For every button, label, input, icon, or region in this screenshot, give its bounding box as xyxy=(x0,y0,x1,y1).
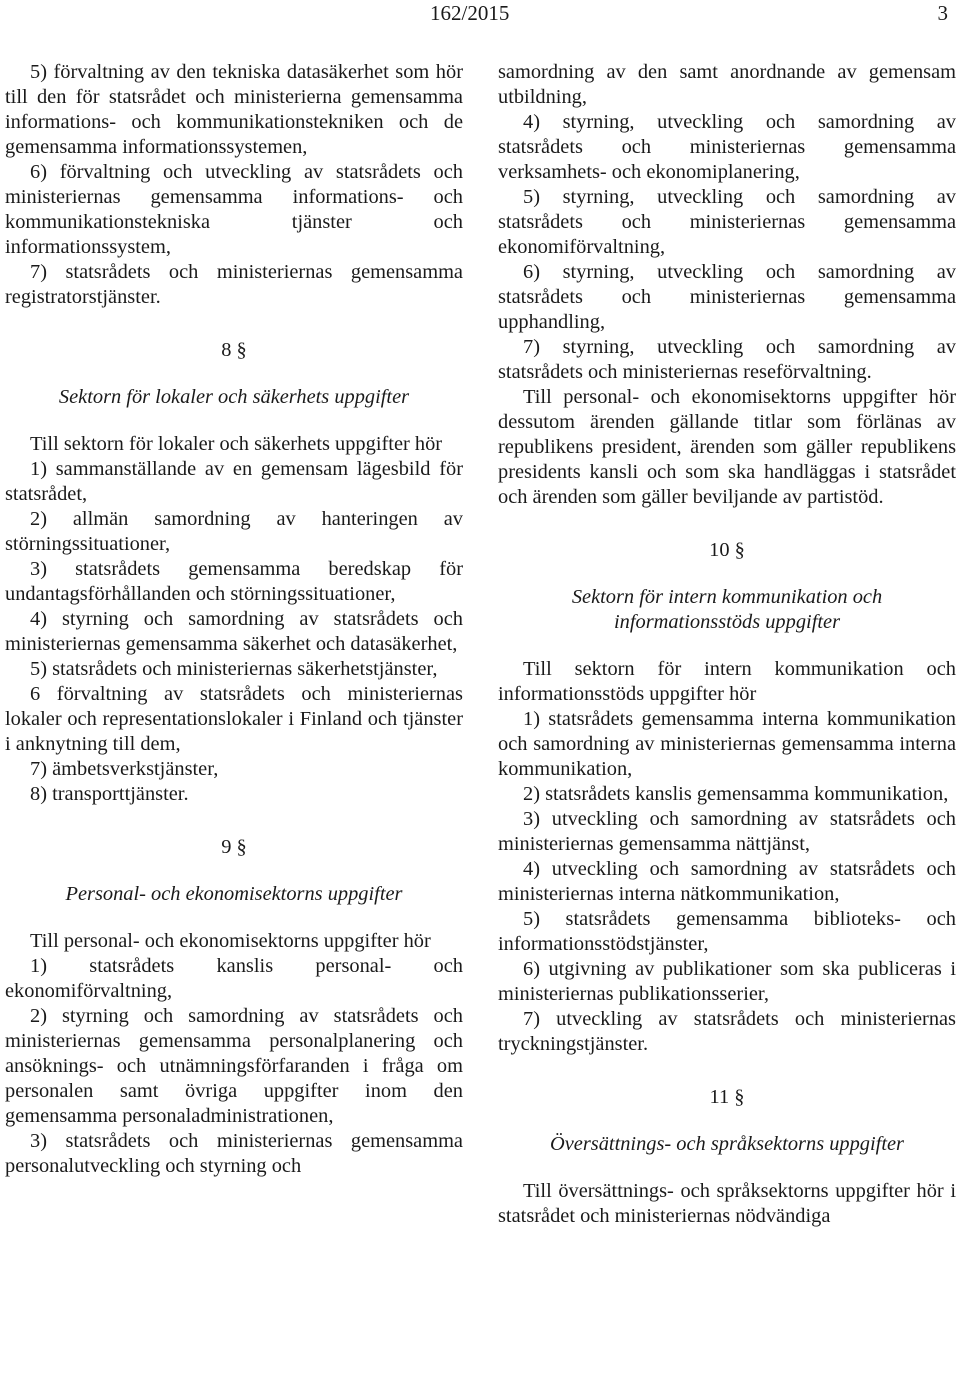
section-title-line: Sektorn för intern kommunikation och xyxy=(571,586,883,608)
right-column xyxy=(498,60,956,1229)
paragraph: 4) utveckling och samordning av statsrådets och ministeriernas interna nätkommunikation, xyxy=(498,858,956,905)
document-reference: 162/2015 xyxy=(430,1,510,25)
paragraph: 5) statsrådets och ministeriernas säkerhetstjänster, xyxy=(30,658,438,680)
paragraph: 7) utveckling av statsrådets och ministeriernas tryckningstjänster. xyxy=(498,1008,956,1055)
page-number: 3 xyxy=(937,1,948,25)
paragraph: 4) styrning, utveckling och samordning av statsrådets och ministeriernas gemensamma verksamhets- och ekonomiplanering, xyxy=(498,111,956,183)
paragraph: 6) styrning, utveckling och samordning av statsrådets och ministeriernas gemensamma upphandling, xyxy=(498,261,956,333)
section-title: Sektorn för lokaler och säkerhets uppgifter xyxy=(58,386,410,408)
paragraph: 1) statsrådets gemensamma interna kommunikation och samordning av ministeriernas gemensamma interna kommunikation, xyxy=(498,708,956,780)
paragraph: 6) utgivning av publikationer som ska publiceras i ministeriernas publikationsserier, xyxy=(498,958,956,1005)
paragraph: 3) statsrådets gemensamma beredskap för undantagsförhållanden och störningssituationer, xyxy=(5,558,463,605)
section-number: 10 § xyxy=(709,539,745,561)
paragraph: 2) statsrådets kanslis gemensamma kommunikation, xyxy=(523,783,949,805)
paragraph: Till sektorn för lokaler och säkerhets uppgifter hör xyxy=(30,433,443,455)
page-header xyxy=(0,0,960,34)
left-column xyxy=(5,60,463,1179)
section-title: Personal- och ekonomisektorns uppgifter xyxy=(65,883,403,905)
section-number: 11 § xyxy=(709,1086,745,1108)
paragraph: 7) statsrådets och ministeriernas gemensamma registratorstjänster. xyxy=(5,261,463,308)
paragraph: 2) styrning och samordning av statsrådets och ministeriernas gemensamma personalplanering och ansöknings- och utnämningsförfaranden i fråga om personalen samt övriga uppgifter inom den gemensamma personaladministrationen, xyxy=(5,1005,463,1127)
paragraph: 6) förvaltning och utveckling av statsrådets och ministeriernas gemensamma informations- och kommunikationstekniska tjänster och informationssystem, xyxy=(5,161,463,258)
section-title: Översättnings- och språksektorns uppgifter xyxy=(550,1133,904,1155)
paragraph: 1) statsrådets kanslis personal- och ekonomiförvaltning, xyxy=(5,955,463,1002)
paragraph: 6 förvaltning av statsrådets och ministeriernas lokaler och representationslokaler i Finland och tjänster i anknytning till dem, xyxy=(5,683,463,755)
paragraph: 3) utveckling och samordning av statsrådets och ministeriernas gemensamma nättjänst, xyxy=(498,808,956,855)
paragraph: 1) sammanställande av en gemensam lägesbild för statsrådet, xyxy=(5,458,463,505)
paragraph: 2) allmän samordning av hanteringen av störningssituationer, xyxy=(5,508,463,555)
paragraph: 8) transporttjänster. xyxy=(30,783,189,805)
section-title xyxy=(498,585,956,635)
paragraph: Till översättnings- och språksektorns uppgifter hör i statsrådet och ministeriernas nödvändiga xyxy=(498,1180,956,1227)
paragraph: 7) ämbetsverkstjänster, xyxy=(30,758,219,780)
section-number: 9 § xyxy=(221,836,247,858)
paragraph: Till sektorn för intern kommunikation och informationsstöds uppgifter hör xyxy=(498,658,956,705)
paragraph: 5) statsrådets gemensamma biblioteks- och informationsstödstjänster, xyxy=(498,908,956,955)
paragraph: 3) statsrådets och ministeriernas gemensamma personalutveckling och styrning och xyxy=(5,1130,463,1177)
paragraph: Till personal- och ekonomisektorns uppgifter hör dessutom ärenden gällande titlar som förlänas av republikens president, ärenden som gäller republikens presidents kansli och som ska handläggas i statsrådet och ärenden som gäller beviljande av partistöd. xyxy=(498,386,956,508)
paragraph: 5) styrning, utveckling och samordning av statsrådets och ministeriernas gemensamma ekonomiförvaltning, xyxy=(498,186,956,258)
paragraph: 4) styrning och samordning av statsrådets och ministeriernas gemensamma säkerhet och datasäkerhet, xyxy=(5,608,463,655)
section-title-line: informationsstöds uppgifter xyxy=(613,611,841,633)
paragraph: Till personal- och ekonomisektorns uppgifter hör xyxy=(30,930,431,952)
paragraph: samordning av den samt anordnande av gemensam utbildning, xyxy=(498,61,956,108)
section-number: 8 § xyxy=(221,339,247,361)
paragraph: 5) förvaltning av den tekniska datasäkerhet som hör till den för statsrådet och ministerierna gemensamma informations- och kommunikationstekniken och de gemensamma informationssystemen, xyxy=(5,61,463,158)
paragraph: 7) styrning, utveckling och samordning av statsrådets och ministeriernas reseförvaltning. xyxy=(498,336,956,383)
